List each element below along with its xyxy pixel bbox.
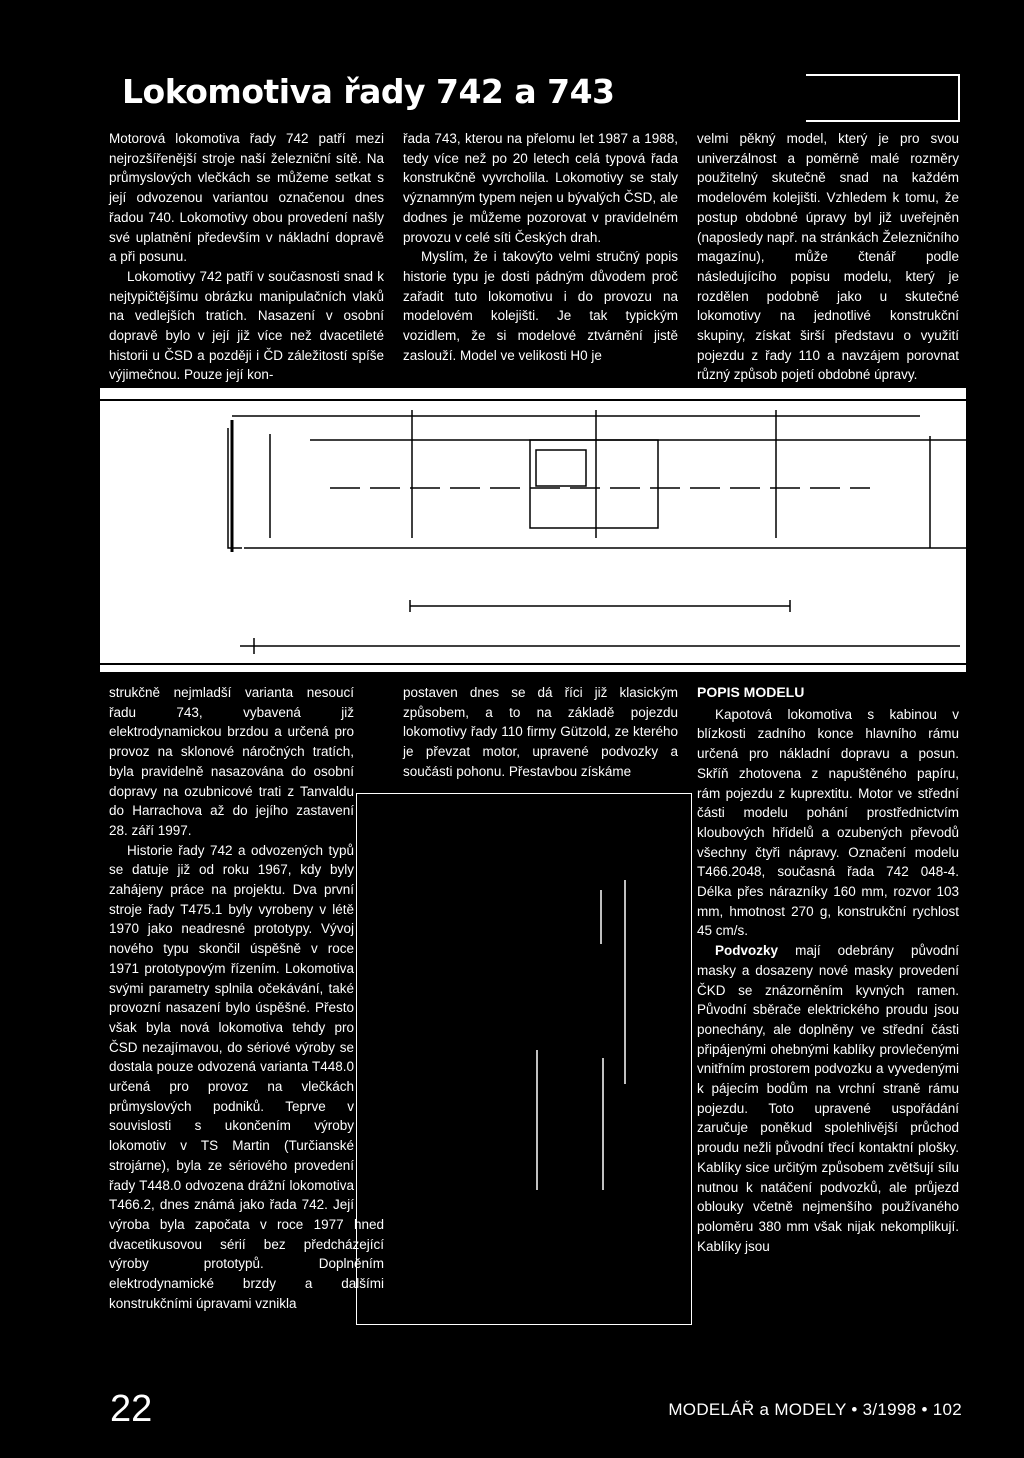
paragraph: řada 743, kterou na přelomu let 1987 a 1988, tedy více než po 20 letech celá typová řada konstrukčně vyvrcholila. Lokomotivy se staly významným typem nejen u bývalých ČSD, ale dodnes je můžeme pozorovat v pravidelném provozu v celé síti Českých drah. (403, 131, 678, 245)
paragraph: strukčně nejmladší varianta nesoucí řadu 743, vybavená již elektrodynamickou brzdou a určená pro provoz na sklonové náročných tratích, byla pravidelně nasazována do osobní dopravy na ozubnicové trati z Tanvaldu do Harrachova až do jejího zastavení 28. září 1997. (109, 685, 354, 838)
section-heading: POPIS MODELU (697, 684, 805, 700)
bold-term: Podvozky (715, 943, 779, 959)
photo-placeholder (356, 793, 692, 1325)
paragraph-text: mají odebrány původní masky a dosazeny nové masky provedení ČKD se znázorněním kyvných ramen. Původní sběrače elektrického proudu jsou ponechány, ale doplněny ve střední části připájenými ohebnými kablíky provlečenými vnitřním prostorem podvozku a vyvedenými k pájecím bodům na vrchní straně rámu pojezdu. Toto upravené uspořádání zaručuje poněkud spolehlivější průchod proudu nežli původní třecí kontaktní plošky. Kablíky sice určitým způsobem zvětšují sílu nutnou k natáčení podvozků, ale průjezd oblouky včetně nejmenšího používaného poloměru 380 mm však nijak nekomplikují. Kablíky jsou (697, 943, 959, 1254)
text-column-5 (403, 683, 678, 782)
corner-frame-decoration (806, 74, 960, 122)
paragraph: postaven dnes se dá říci již klasickým způsobem, a to na základě pojezdu lokomotivy řady 110 firmy Gützold, ze kterého je převzat motor, upravené podvozky a součásti pohonu. Přestavbou získáme (403, 685, 678, 779)
page-number: 22 (110, 1388, 153, 1430)
text-column-1 (109, 129, 384, 385)
technical-drawing-svg (100, 388, 966, 672)
paragraph: Historie řady 742 a odvozených typů se datuje již od roku 1967, kdy byly zahájeny práce na projektu. Dva první stroje řady T475.1 byly vyrobeny v létě 1970 jako neadresné prototypy. Vývoj nového typu skončil úspěšně v roce 1971 prototypovým řízením. Lokomotiva svými parametry splnila očekávání, také provozní nasazení bylo úspěšné. Přesto však byla nová lokomotiva tehdy pro ČSD nezajímavou, do sériové výroby se dostala pouze odvozená varianta T448.0 určená pro provoz na vlečkách průmyslových podniků. Teprve v souvislosti s ukončením výroby lokomotiv v TS Martin (Turčianské strojárne), byla ze sériového provedení řady T448.0 odvozena drážní lokomotiva T466.2, dnes známá jako řada 742. Její výroba byla započata v roce 1977 hned dvacetikusovou sérií bez předcházející výroby prototypů. Doplněním elektrodynamické brzdy a dalšími konstrukčními úpravami vznikla (109, 842, 384, 1311)
paragraph (697, 941, 959, 1256)
text-column-2 (403, 129, 678, 365)
paragraph: velmi pěkný model, který je pro svou univerzálnost a poměrně malé rozměry použitelný skutečně snad na každém modelovém kolejišti. Vzhledem k tomu, že postup obdobné úpravy byl již uveřejněn (naposledy např. na stránkách Železničního magazínu), může čtenář podle následujícího popisu modelu, který je rozdělen podobně jako u skutečné lokomotivy na jednotlivé konstrukční skupiny, získat širší představu o využití pojezdu z řady 110 a navzájem porovnat různý způsob pojetí obdobné úpravy. (697, 131, 959, 383)
paragraph: Motorová lokomotiva řady 742 patří mezi nejrozšířenější stroje naší železniční sítě. Na průmyslových vlečkách se můžeme setkat s její odvozenou variantou označenou dnes řadou 740. Lokomotivy obou provedení našly své uplatnění především v nákladní dopravě a při posunu. (109, 131, 384, 265)
paragraph: Kapotová lokomotiva s kabinou v blízkosti zadního konce hlavního rámu určená pro nákladní dopravu a posun. Skříň zhotovena z napuštěného papíru, rám pojezdu z kuprextitu. Motor ve střední části modelu pohání prostřednictvím kloubových hřídelů a ozubených převodů všechny čtyři nápravy. Označení modelu T466.2048, současná řada 742 048-4. Délka přes nárazníky 160 mm, rozvor 103 mm, hmotnost 270 g, konstrukční rychlost 45 cm/s. (697, 706, 959, 939)
paragraph: Lokomotivy 742 patří v současnosti snad k nejtypičtějšímu obrázku manipulačních vlaků na vedlejších tratích. Nasazení v osobní dopravě bylo v její již více než dvacetileté historii u ČSD a později i ČD záležitostí spíše výjimečnou. Pouze její kon- (109, 268, 384, 383)
text-column-3 (697, 129, 959, 385)
article-title: Lokomotiva řady 742 a 743 (122, 72, 615, 111)
photo-svg (357, 794, 691, 1324)
magazine-footer: MODELÁŘ a MODELY • 3/1998 • 102 (668, 1400, 962, 1419)
paragraph: Myslím, že i takovýto velmi stručný popis historie typu je dosti pádným důvodem proč zařadit tuto lokomotivu i do provozu na modelovém kolejišti. Je tak typickým vozidlem, že si modelové ztvárnění jistě zaslouží. Model ve velikosti H0 je (403, 249, 678, 363)
locomotive-drawing (100, 388, 966, 672)
text-column-4 (109, 683, 384, 1314)
text-column-6 (697, 683, 959, 1256)
